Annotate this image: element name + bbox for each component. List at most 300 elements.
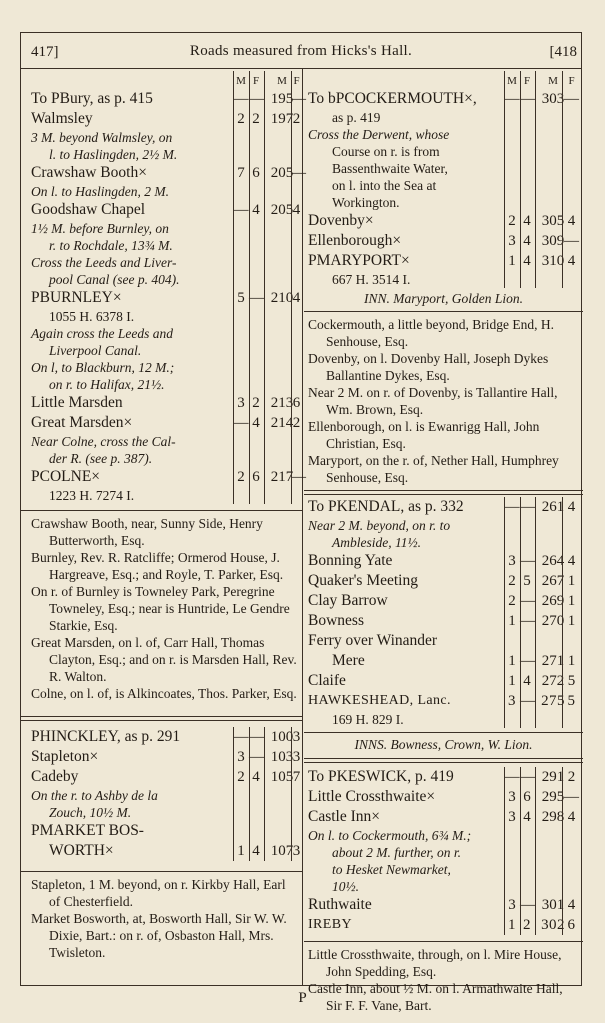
table-column-rule [249,727,250,861]
route-note-row [21,146,302,163]
total-furlongs: 4 [567,499,576,515]
place-name: Workington. [332,195,400,210]
place-name: Bassenthwaite Water, [332,161,448,176]
miles-header: M [236,75,246,87]
total-miles: 105 [270,769,294,785]
place-name: Stapleton× [31,748,99,765]
total-furlongs: — [564,789,579,805]
place-name: Mere [332,652,365,669]
stage-furlongs: 2 [252,111,260,127]
stage-furlongs: — [520,653,535,669]
column-divider [302,69,303,986]
route-note-row [304,711,583,728]
stage-furlongs: 4 [252,769,260,785]
place-name: On l. to Haslingden, 2 M. [31,184,169,199]
place-name: PMARYPORT× [308,252,410,269]
total-miles: 295 [541,789,565,805]
right-column [304,71,583,1014]
rule [304,490,583,491]
furlongs-header: F [523,75,531,87]
table-column-rule [291,727,292,861]
stage-miles: 3 [508,233,516,249]
table-column-rule [504,767,505,935]
stage-miles: — [233,415,249,431]
route-note-row [21,487,302,504]
table-column-rule [562,767,563,935]
table-column-rule [249,71,250,504]
total-furlongs: 5 [567,693,576,709]
route-place-row [304,631,583,651]
route-place-row [304,611,583,631]
stage-miles: 1 [508,253,516,269]
route-place-row [304,571,583,591]
route-place-row [304,767,583,787]
place-name: 1½ M. before Burnley, on [31,221,169,236]
total-furlongs: 3 [292,749,301,765]
total-miles: 303 [541,91,565,107]
place-name: Walmsley [31,110,93,127]
route-note-row [304,534,583,551]
place-name: Quaker's Meeting [308,572,418,589]
route-note-row [21,433,302,450]
total-miles: 261 [541,499,565,515]
place-name: Claife [308,672,346,689]
table-column-rule [535,767,536,935]
description-paragraph: Crawshaw Booth, near, Sunny Side, Henry Butterworth, Esq. [31,516,263,548]
stage-furlongs: 4 [252,415,260,431]
miles-header: M [548,75,558,87]
stage-furlongs: 5 [523,573,531,589]
furlongs-header: F [252,75,260,87]
total-furlongs: 1 [567,653,576,669]
route-place-row [304,211,583,231]
table-column-rule [535,71,536,288]
total-furlongs: 3 [292,843,301,859]
stage-miles: — [233,729,249,745]
place-name: as p. 419 [332,110,381,125]
place-name: PBURNLEY× [31,289,122,306]
miles-header: M [277,75,287,87]
place-name: 169 H. 829 I. [332,712,404,727]
route-note-row [304,109,583,126]
stage-miles: 2 [508,593,516,609]
total-miles: 107 [270,843,294,859]
route-note-row [21,359,302,376]
route-place-row [21,413,302,433]
left-top-table [21,71,306,504]
stage-furlongs: — [249,290,264,306]
place-name: Great Marsden× [31,414,133,431]
total-miles: 205 [270,165,294,181]
route-place-row [304,691,583,711]
total-miles: 264 [541,553,565,569]
route-note-row [304,271,583,288]
total-furlongs: 2 [567,769,576,785]
route-note-row [21,804,302,821]
place-name: about 2 M. further, on r. [332,845,462,860]
route-place-row [21,467,306,487]
total-miles: 271 [541,653,565,669]
total-furlongs: 3 [292,729,301,745]
total-furlongs: — [291,165,306,181]
route-note-row [21,254,302,271]
total-furlongs: — [564,233,579,249]
route-place-row [21,767,302,787]
total-furlongs: — [291,91,306,107]
total-miles: 213 [270,395,294,411]
stage-miles: 3 [237,395,245,411]
table-column-rule [233,71,234,504]
table-column-rule [520,71,521,288]
place-name: PMARKET BOS- [31,822,144,839]
stage-furlongs: 4 [523,809,531,825]
stage-furlongs: 4 [252,843,260,859]
place-name: 1055 H. 6378 I. [49,309,135,324]
place-name: HAWKESHEAD, Lanc. [308,693,451,708]
right-top-descriptions [304,312,583,486]
place-name: 10½. [332,879,359,894]
total-miles: 310 [541,253,565,269]
description-paragraph: Dovenby, on l. Dovenby Hall, Joseph Dykes Ballantine Dykes, Esq. [308,351,549,383]
place-name: Ruthwaite [308,896,372,913]
rule [21,716,302,717]
route-note-row [304,878,583,895]
stage-miles: 1 [237,843,245,859]
route-place-row [21,393,302,413]
rule [21,720,302,721]
total-furlongs: 5 [567,673,576,689]
total-miles: 100 [270,729,294,745]
place-name: on r. to Halifax, 21½. [49,377,165,392]
stage-furlongs: 4 [523,233,531,249]
place-name: Course on r. is from [332,144,440,159]
stage-miles: 2 [237,111,245,127]
place-name: To PBury, as p. 415 [31,90,153,107]
route-place-row [304,671,583,691]
route-note-row [21,376,302,393]
total-miles: 210 [270,290,294,306]
place-name: der R. (see p. 387). [49,451,153,466]
total-miles: 272 [541,673,565,689]
total-miles: 291 [541,769,565,785]
right-top-table [304,71,583,288]
description-paragraph: Burnley, Rev. R. Ratcliffe; Ormerod House, J. Hargreave, Esq.; and Royle, T. Parker, Esq. [31,550,284,582]
stage-furlongs: — [520,499,535,515]
stage-miles: 1 [508,917,516,933]
total-furlongs: 6 [292,395,301,411]
total-furlongs: 6 [567,917,576,933]
route-place-row [304,787,583,807]
route-note-row [21,271,302,288]
column-header-row [304,71,583,89]
place-name: 3 M. beyond Walmsley, on [31,130,173,145]
place-name: Ferry over Winander [308,632,438,649]
total-furlongs: 4 [567,897,576,913]
table-column-rule [504,497,505,728]
place-name: to Hesket Newmarket, [332,862,451,877]
total-furlongs: 1 [567,573,576,589]
stage-miles: — [504,769,520,785]
route-note-row [304,194,583,211]
route-note-row [21,787,302,804]
total-miles: 195 [270,91,294,107]
route-place-row [304,915,583,935]
column-header-row [21,71,302,89]
total-furlongs: 4 [567,213,576,229]
route-note-row [304,143,583,160]
stage-furlongs: 4 [252,202,260,218]
table-column-rule [291,71,292,504]
total-miles: 197 [270,111,294,127]
place-name: Bonning Yate [308,552,393,569]
description-paragraph: Near 2 M. on r. of Dovenby, is Tallantire Hall, Wm. Brown, Esq. [308,385,558,417]
route-note-row [21,237,302,254]
description-paragraph: Market Bosworth, at, Bosworth Hall, Sir W. W. Dixie, Bart.: on r. of, Osbaston Hall, Mrs. Twisleton. [31,911,287,960]
place-name: On l, to Blackburn, 12 M.; [31,360,175,375]
route-note-row [21,308,302,325]
total-furlongs: 2 [292,111,301,127]
route-note-row [304,160,583,177]
place-name: Little Crossthwaite× [308,788,436,805]
table-column-rule [233,727,234,861]
stage-furlongs: 6 [523,789,531,805]
place-name: pool Canal (see p. 404). [49,272,180,287]
place-name: To bPCOCKERMOUTH×, [308,90,477,107]
table-column-rule [562,497,563,728]
route-note-row [21,129,302,146]
page-title: Roads measured from Hicks's Hall. [189,43,413,59]
total-miles: 267 [541,573,565,589]
stage-miles: 3 [508,693,516,709]
route-place-row [304,251,583,271]
total-miles: 214 [270,415,294,431]
place-name: 667 H. 3514 I. [332,272,411,287]
place-name: On l. to Cockermouth, 6¾ M.; [308,828,472,843]
total-miles: 302 [541,917,565,933]
total-miles: 217 [270,469,294,485]
stage-miles: 5 [237,290,245,306]
route-place-row [21,821,302,841]
table-column-rule [264,727,265,861]
place-name: On the r. to Ashby de la [31,788,158,803]
total-furlongs: 2 [292,415,301,431]
place-name: Cadeby [31,768,79,785]
place-name: r. to Rochdale, 13¾ M. [49,238,173,253]
route-note-row [304,517,583,534]
right-page-number: [418 [549,44,577,60]
route-place-row [304,651,583,671]
route-place-row [21,89,306,109]
place-name: Castle Inn× [308,808,381,825]
place-name: To PKENDAL, as p. 332 [308,498,464,515]
left-page-number: 417] [31,44,59,60]
place-name: on l. into the Sea at [332,178,437,193]
stage-miles: 1 [508,613,516,629]
description-paragraph: Cockermouth, a little beyond, Bridge End, H. Senhouse, Esq. [308,317,554,349]
description-paragraph: Great Marsden, on l. of, Carr Hall, Thomas Clayton, Esq.; and on r. is Marsden Hall, Rev. R. Walton. [31,635,297,684]
left-column [21,71,306,961]
description-paragraph: On r. of Burnley is Towneley Park, Peregrine Towneley, Esq.; near is Huntride, Le Gendre Starkie, Esq. [31,584,290,633]
stage-furlongs: 4 [523,673,531,689]
stage-miles: — [233,91,249,107]
place-name: To PKESWICK, p. 419 [308,768,454,785]
route-place-row [304,591,583,611]
stage-furlongs: 2 [523,917,531,933]
stage-miles: 3 [508,809,516,825]
place-name: Cross the Derwent, whose [308,127,450,142]
place-name: Again cross the Leeds and [31,326,173,341]
bowness-inns: INNS. Bowness, Crown, W. Lion. [354,737,533,752]
total-miles: 298 [541,809,565,825]
route-note-row [304,177,583,194]
stage-miles: 3 [508,897,516,913]
route-place-row [21,747,302,767]
total-miles: 275 [541,693,565,709]
place-name: Crawshaw Booth× [31,164,147,181]
route-place-row [304,497,583,517]
total-miles: 270 [541,613,565,629]
route-place-row [21,163,306,183]
stage-furlongs: — [520,693,536,709]
total-furlongs: 4 [567,809,576,825]
stage-furlongs: 6 [252,469,260,485]
table-column-rule [520,497,521,728]
stage-furlongs: — [249,749,264,765]
stage-furlongs: — [520,553,535,569]
place-name: Near Colne, cross the Cal- [31,434,176,449]
description-paragraph: Maryport, on the r. of, Nether Hall, Humphrey Senhouse, Esq. [308,453,559,485]
route-place-row [21,727,302,747]
stage-furlongs: — [520,897,535,913]
place-name: PCOLNE× [31,468,101,485]
description-paragraph: Colne, on l. of, is Alkincoates, Thos. Parker, Esq. [31,686,297,701]
total-furlongs: 4 [292,202,301,218]
stage-miles: — [504,499,520,515]
right-bottom-table [304,767,583,935]
stage-miles: 2 [237,769,245,785]
place-name: Zouch, 10½ M. [49,805,132,820]
total-miles: 103 [270,749,294,765]
furlongs-header: F [568,75,575,87]
stage-miles: 2 [237,469,245,485]
route-place-row [304,807,583,827]
stage-miles: 3 [237,749,245,765]
route-note-row [304,827,583,844]
book-page [20,32,582,1013]
total-miles: 309 [541,233,565,249]
place-name: Dovenby× [308,212,374,229]
stage-miles: 7 [237,165,245,181]
rule [304,758,583,759]
table-column-rule [562,71,563,288]
route-note-row [21,220,302,237]
stage-miles: 1 [508,653,516,669]
place-name: WORTH× [49,842,114,859]
stage-furlongs: 4 [523,213,531,229]
table-column-rule [535,497,536,728]
total-miles: 301 [541,897,565,913]
total-furlongs: 4 [292,290,301,306]
route-place-row [304,89,583,109]
stage-furlongs: — [249,91,264,107]
stage-miles: 3 [508,553,516,569]
total-furlongs: 1 [567,593,576,609]
stage-miles: 3 [508,789,516,805]
place-name: Near 2 M. beyond, on r. to [308,518,451,533]
place-name: Goodshaw Chapel [31,201,146,218]
stage-furlongs: — [520,593,535,609]
description-paragraph: Little Crossthwaite, through, on l. Mire House, John Spedding, Esq. [308,947,562,979]
miles-header: M [507,75,517,87]
route-place-row [304,231,583,251]
place-name: Little Marsden [31,394,123,411]
place-name: PHINCKLEY, as p. 291 [31,728,181,745]
route-place-row [21,200,302,220]
route-note-row [304,844,583,861]
stage-furlongs: 4 [523,253,531,269]
rule [304,494,583,495]
route-place-row [304,895,583,915]
place-name: 1223 H. 7274 I. [49,488,135,503]
route-place-row [21,109,302,129]
total-miles: 269 [541,593,565,609]
rule [304,762,583,763]
stage-miles: 2 [508,573,516,589]
route-place-row [21,288,302,308]
table-column-rule [264,71,265,504]
total-furlongs: 7 [292,769,301,785]
route-place-row [21,841,302,861]
place-name: l. to Haslingden, 2½ M. [49,147,178,162]
place-name: Ambleside, 11½. [332,535,421,550]
total-miles: 205 [270,202,294,218]
place-name: Liverpool Canal. [49,343,142,358]
route-note-row [304,126,583,143]
route-note-row [21,183,302,200]
place-name: Bowness [308,612,364,629]
left-bottom-descriptions [21,872,302,961]
maryport-inn: INN. Maryport, Golden Lion. [363,291,523,306]
signature-mark: P [298,990,307,1006]
stage-miles: — [504,91,520,107]
route-note-row [21,342,302,359]
stage-miles: 1 [508,673,516,689]
route-note-row [304,861,583,878]
route-note-row [21,325,302,342]
furlongs-header: F [293,75,300,87]
description-paragraph: Castle Inn, about ½ M. on l. Armathwaite Hall, Sir F. F. Vane, Bart. [308,981,563,1013]
description-paragraph: Stapleton, 1 M. beyond, on r. Kirkby Hall, Earl of Chesterfield. [31,877,286,909]
running-head [21,33,581,69]
route-note-row [21,450,302,467]
total-furlongs: 1 [567,613,576,629]
stage-miles: — [233,202,249,218]
table-column-rule [504,71,505,288]
stage-miles: 2 [508,213,516,229]
route-place-row [304,551,583,571]
left-bottom-table [21,727,302,861]
total-furlongs: 4 [567,553,576,569]
stage-furlongs: 2 [252,395,260,411]
stage-furlongs: 6 [252,165,260,181]
place-name: Ellenborough× [308,232,402,249]
total-furlongs: — [564,91,579,107]
stage-furlongs: — [520,91,535,107]
total-furlongs: — [291,469,306,485]
description-paragraph: Ellenborough, on l. is Ewanrigg Hall, John Christian, Esq. [308,419,540,451]
table-column-rule [520,767,521,935]
place-name: Clay Barrow [308,592,388,609]
